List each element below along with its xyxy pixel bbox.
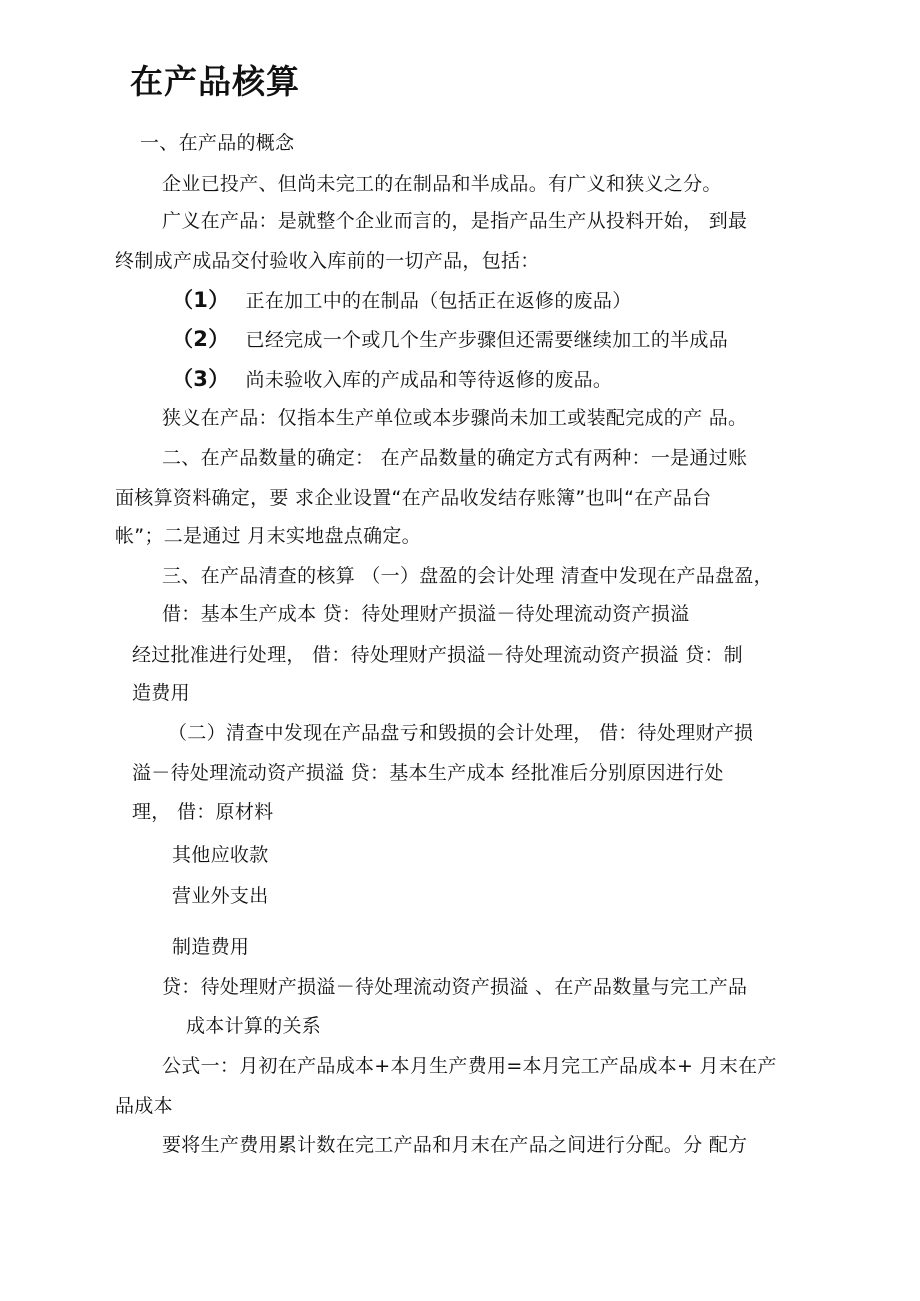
- list-number: （1）: [172, 288, 230, 312]
- paragraph-line: 借：基本生产成本 贷：待处理财产损溢－待处理流动资产损溢: [162, 603, 690, 625]
- paragraph-line: 营业外支出: [172, 885, 269, 907]
- list-text: 正在加工中的在制品（包括正在返修的废品）: [245, 290, 632, 312]
- list-text: 尚未验收入库的产成品和等待返修的废品。: [245, 369, 613, 391]
- paragraph-line: 企业已投产、但尚未完工的在制品和半成品。有广义和狭义之分。: [162, 173, 722, 195]
- paragraph-line: 狭义在产品：仅指本生产单位或本步骤尚未加工或装配完成的产 品。: [162, 407, 748, 429]
- paragraph-line: 广义在产品：是就整个企业而言的，是指产品生产从投料开始， 到最: [162, 210, 748, 232]
- list-item: [172, 367, 612, 392]
- paragraph-line: 溢－待处理流动资产损溢 贷：基本生产成本 经批准后分别原因进行处: [132, 762, 724, 784]
- paragraph-line: 帐”；二是通过 月末实地盘点确定。: [115, 525, 421, 547]
- list-text: 已经完成一个或几个生产步骤但还需要继续加工的半成品: [245, 329, 729, 351]
- paragraph-line: 其他应收款: [172, 844, 269, 866]
- paragraph-line: （二）清查中发现在产品盘亏和毁损的会计处理， 借：待处理财产损: [168, 722, 754, 744]
- paragraph-line: 公式一：月初在产品成本+本月生产费用=本月完工产品成本+ 月末在产: [162, 1055, 777, 1077]
- list-number: （3）: [172, 367, 230, 391]
- paragraph-line: 二、在产品数量的确定： 在产品数量的确定方式有两种：一是通过账: [162, 447, 748, 469]
- list-item: [172, 327, 728, 352]
- paragraph-line: 制造费用: [172, 936, 250, 958]
- paragraph-line: 造费用: [132, 682, 190, 704]
- page-title: 在产品核算: [130, 62, 300, 101]
- paragraph-line: 成本计算的关系: [186, 1015, 322, 1037]
- paragraph-line: 品成本: [115, 1095, 173, 1117]
- paragraph-line: 经过批准进行处理， 借：待处理财产损溢－待处理流动资产损溢 贷：制: [132, 644, 743, 666]
- paragraph-line: 要将生产费用累计数在完工产品和月末在产品之间进行分配。分 配方: [162, 1134, 748, 1156]
- list-item: [172, 288, 632, 313]
- paragraph-line: 三、在产品清查的核算 （一）盘盈的会计处理 清查中发现在产品盘盈，: [162, 565, 773, 587]
- section-heading-concept: 一、在产品的概念: [140, 132, 295, 154]
- paragraph-line: 面核算资料确定，要 求企业设置“在产品收发结存账簿”也叫“在产品台: [115, 487, 712, 509]
- paragraph-line: 贷：待处理财产损溢－待处理流动资产损溢 、在产品数量与完工产品: [162, 976, 748, 998]
- paragraph-line: 终制成产成品交付验收入库前的一切产品，包括：: [115, 250, 540, 272]
- list-number: （2）: [172, 327, 230, 351]
- paragraph-line: 理， 借：原材料: [132, 801, 274, 823]
